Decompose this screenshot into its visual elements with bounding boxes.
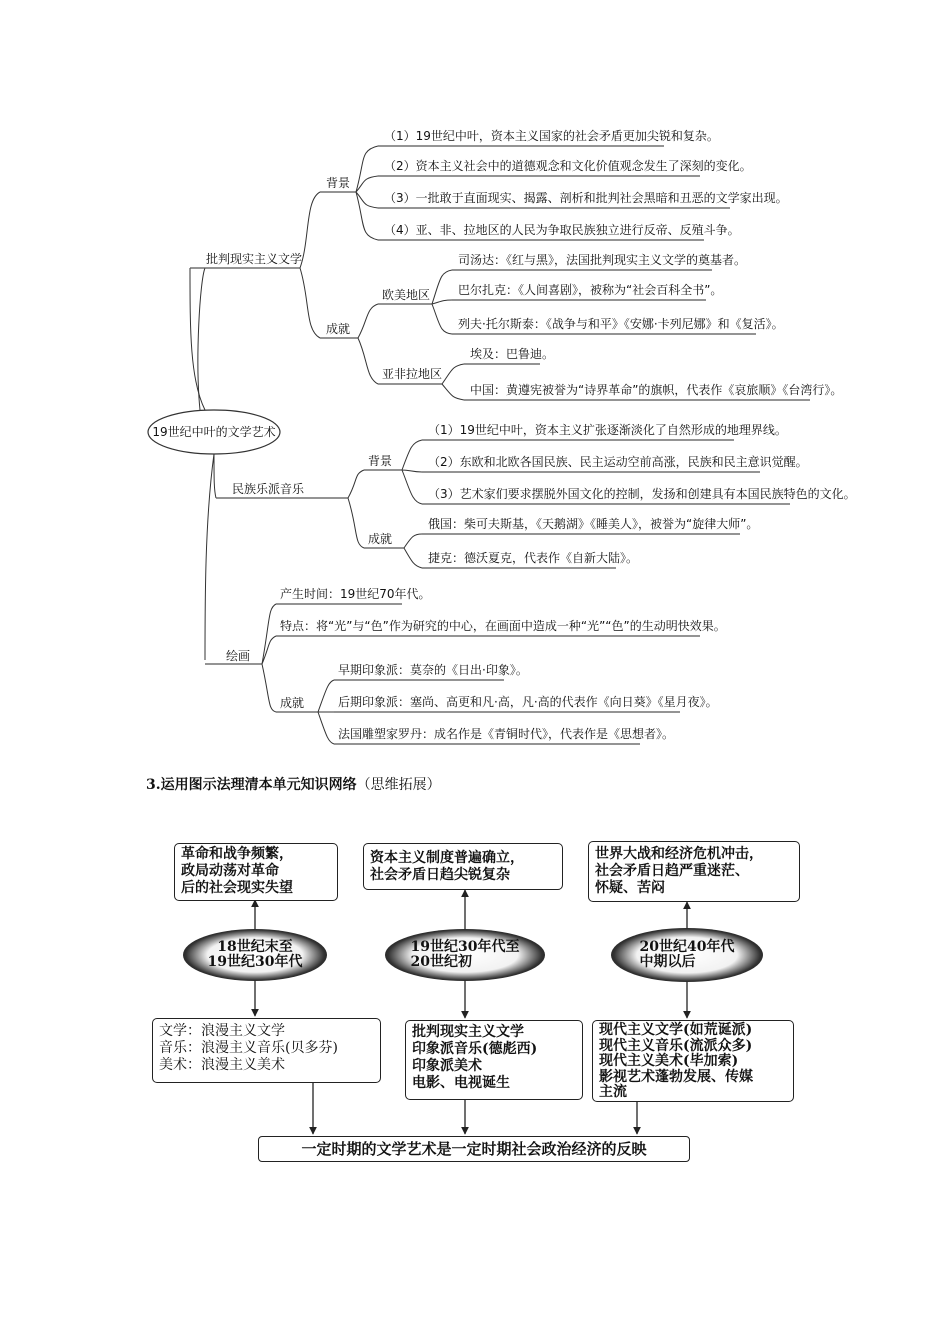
context-box-2 [363, 843, 563, 890]
content-box-1 [152, 1018, 381, 1083]
context-line: 社会矛盾日趋尖锐复杂 [370, 867, 510, 883]
root-to-realism [198, 268, 205, 410]
context-line: 后的社会现实失望 [181, 880, 293, 896]
section-title [146, 774, 441, 794]
conclusion-text: 一定时期的文学艺术是一定时期社会政治经济的反映 [301, 1140, 647, 1158]
painting-label: 绘画 [226, 649, 251, 663]
content-line: 文学：浪漫主义文学 [159, 1023, 285, 1039]
music-ach-label: 成就 [368, 532, 393, 546]
europe-item: 司汤达：《红与黑》，法国批判现实主义文学的奠基者。 [458, 253, 747, 267]
root-branch-connector [190, 268, 216, 660]
europe-item: 列夫·托尔斯泰：《战争与和平》《安娜·卡列尼娜》和《复活》。 [458, 317, 784, 331]
music-bg-label: 背景 [368, 454, 393, 468]
music-bg-item: （2）东欧和北欧各国民族、民主运动空前高涨，民族和民主意识觉醒。 [428, 455, 808, 469]
section-title-text: 3.运用图示法理清本单元知识网络 [146, 777, 357, 793]
content-line: 主流 [599, 1084, 627, 1100]
era-label-3 [612, 930, 762, 980]
context-line: 怀疑、苦闷 [595, 880, 665, 896]
music-label: 民族乐派音乐 [232, 482, 305, 496]
section-subtitle: （思维拓展） [356, 777, 441, 793]
era-line: 18世纪末至 [217, 939, 293, 955]
content-line: 现代主义文学(如荒诞派) [599, 1022, 753, 1038]
content-line: 美术：浪漫主义美术 [159, 1057, 285, 1073]
root-node-label: 19世纪中叶的文学艺术 [152, 425, 276, 439]
afro-item: 埃及：巴鲁迪。 [470, 347, 555, 361]
europe-label: 欧美地区 [382, 288, 431, 302]
painting-ach-label: 成就 [280, 696, 305, 710]
context-line: 革命和战争频繁， [181, 846, 293, 862]
music-bg-items [422, 422, 856, 504]
painting-feature: 特点：将“光”与“色”作为研究的中心，在画面中造成一种“光”“色”的生动明快效果。 [280, 619, 726, 633]
europe-item: 巴尔扎克：《人间喜剧》，被称为“社会百科全书”。 [458, 283, 723, 297]
era-line: 20世纪初 [410, 954, 472, 970]
content-line: 现代主义美术(毕加索) [599, 1053, 739, 1069]
era-line: 19世纪30年代 [207, 954, 303, 970]
content-line: 现代主义音乐(流派众多) [599, 1037, 753, 1054]
realism-ach-connector [358, 304, 378, 384]
content-line: 音乐：浪漫主义音乐(贝多芬) [159, 1040, 338, 1056]
era-label-2 [386, 930, 544, 980]
music-bg-connector [402, 440, 422, 504]
realism-ach-label: 成就 [326, 322, 351, 336]
music-bg-item: （1）19世纪中叶，资本主义扩张逐渐淡化了自然形成的地理界线。 [428, 423, 787, 437]
music-ach-item: 俄国：柴可夫斯基，《天鹅湖》《睡美人》，被誉为“旋律大师”。 [428, 517, 759, 531]
afro-label: 亚非拉地区 [382, 367, 443, 381]
era-label-1 [184, 930, 326, 980]
realism-bg-item: （4）亚、非、拉地区的人民为争取民族独立进行反帝、反殖斗争。 [384, 223, 740, 237]
music-ach-items [422, 516, 758, 568]
context-box-3 [588, 841, 800, 902]
era-line: 19世纪30年代至 [410, 939, 520, 955]
afro-connector [442, 364, 464, 400]
painting-ach-items [334, 662, 718, 744]
realism-bg-item: （2）资本主义社会中的道德观念和文化价值观念发生了深刻的变化。 [384, 159, 752, 173]
context-box-1 [174, 843, 338, 901]
era-line: 20世纪40年代 [639, 939, 735, 955]
realism-bg-item: （3）一批敢于直面现实、揭露、剖析和批判社会黑暗和丑恶的文学家出现。 [384, 191, 788, 205]
afro-items [464, 346, 842, 400]
realism-bg-item: （1）19世纪中叶，资本主义国家的社会矛盾更加尖锐和复杂。 [384, 129, 719, 143]
afro-item: 中国：黄遵宪被誉为“诗界革命”的旗帜，代表作《哀旅顺》《台湾行》。 [470, 383, 843, 397]
content-line: 印象派音乐(德彪西) [412, 1041, 538, 1057]
painting-ach-item: 早期印象派：莫奈的《日出·印象》。 [338, 663, 528, 677]
europe-connector [432, 270, 452, 334]
context-line: 资本主义制度普遍确立， [370, 850, 524, 866]
content-box-3 [592, 1020, 794, 1102]
content-line: 电影、电视诞生 [412, 1075, 510, 1091]
content-box-2 [405, 1020, 583, 1100]
realism-bg-items [378, 128, 788, 240]
content-line: 批判现实主义文学 [412, 1024, 524, 1040]
music-ach-connector [404, 534, 422, 568]
music-connector [348, 470, 364, 548]
realism-label: 批判现实主义文学 [206, 252, 303, 266]
painting-ach-item: 后期印象派：塞尚、高更和凡·高，凡·高的代表作《向日葵》《星月夜》。 [338, 695, 718, 709]
context-line: 世界大战和经济危机冲击， [595, 846, 763, 862]
europe-items [452, 252, 784, 334]
painting-ach-item: 法国雕塑家罗丹：成名作是《青铜时代》，代表作是《思想者》。 [338, 727, 675, 741]
context-line: 政局动荡对革命 [181, 863, 279, 879]
painting-time: 产生时间：19世纪70年代。 [280, 587, 431, 601]
painting-ach-connector [318, 680, 334, 744]
music-bg-item: （3）艺术家们要求摆脱外国文化的控制，发扬和创建具有本国民族特色的文化。 [428, 487, 856, 501]
realism-bg-connector [356, 146, 378, 240]
realism-connector [300, 192, 320, 338]
conclusion-box [258, 1136, 690, 1162]
content-line: 影视艺术蓬勃发展、传媒 [599, 1068, 753, 1085]
context-line: 社会矛盾日趋严重迷茫、 [595, 863, 749, 879]
painting-connector [262, 604, 276, 712]
era-line: 中期以后 [639, 954, 696, 970]
music-ach-item: 捷克：德沃夏克，代表作《自新大陆》。 [428, 551, 639, 565]
content-line: 印象派美术 [412, 1058, 482, 1074]
realism-bg-label: 背景 [326, 176, 351, 190]
